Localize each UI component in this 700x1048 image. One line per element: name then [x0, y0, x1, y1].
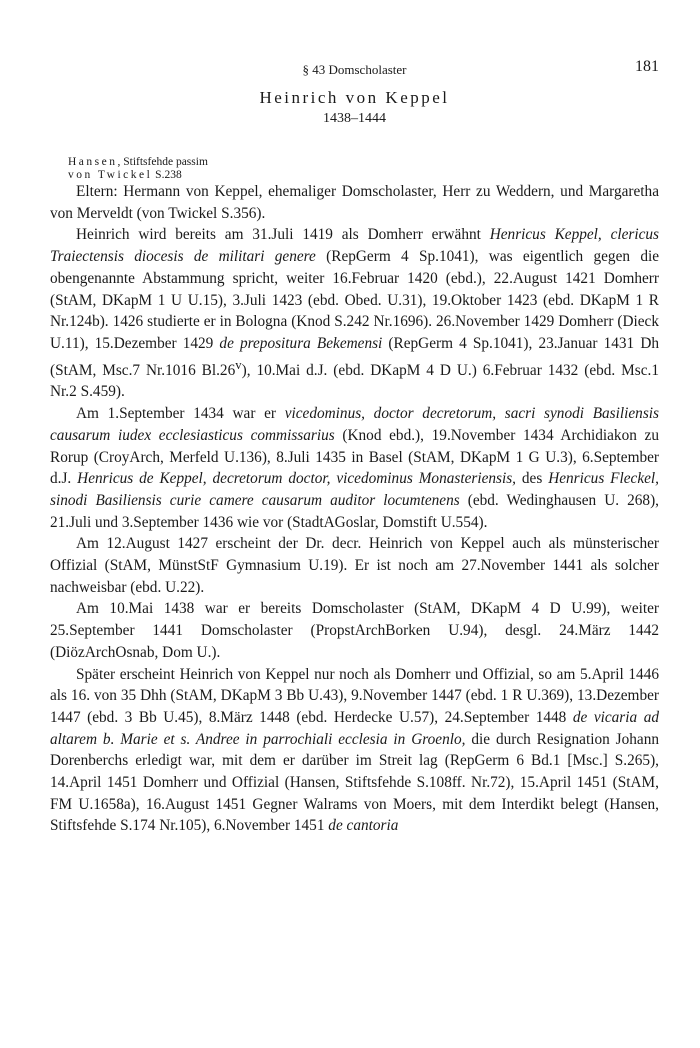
paragraph-later: Später erscheint Heinrich von Keppel nur noch als Domherr und Offizial, so am 5.April 1446 als 16. von 35 Dhh (StAM, DKapM 3 Bb U.43), 9.November 1447 (ebd. 1 R U.369), 13.Dezember 1447 (ebd. 3 Bb U.45), 8.März 1448 (ebd. Herdecke U.57), 24.September 1448 de vicaria ad altarem b. Marie et s. Andree in parrochiali ecclesia in Groenlo, die durch Resignation Johann Dorenberchs erledigt war, mit dem er darüber im Streit lag (RepGerm 6 Bd.1 [Msc.] S.265), 14.April 1451 Domherr und Offizial (Hansen, Stiftsfehde S.108ff. Nr.72), 15.April 1451 (StAM, FM U.1658a), 16.August 1451 Gegner Walrams von Moers, mit dem Interdikt belegt (Hansen, Stiftsfehde S.174 Nr.105), 6.November 1451 de cantoria: [50, 665, 659, 835]
section-heading: § 43 Domscholaster: [302, 62, 407, 77]
paragraph-official: Am 12.August 1427 erscheint der Dr. decr. Heinrich von Keppel auch als münsterischer Offizial (StAM, MünstStF Gymnasium U.19). Er ist noch am 27.November 1441 als solcher nachweisbar (ebd. U.22).: [50, 535, 659, 596]
paragraph-domscholaster: Am 10.Mai 1438 war er bereits Domscholaster (StAM, DKapM 4 D U.99), weiter 25.September 1441 Domscholaster (PropstArchBorken U.94), desgl. 24.März 1442 (DiözArchOsnab, Dom U.).: [50, 600, 659, 661]
reference-line: [68, 156, 659, 169]
paragraph-early-career: Heinrich wird bereits am 31.Juli 1419 als Domherr erwähnt Henricus Keppel, clericus Traiectensis diocesis de militari genere (RepGerm 4 Sp.1041), was eigentlich gegen die obengenannte Abstammung spricht, weiter 16.Februar 1420 (ebd.), 22.August 1421 Domherr (StAM, DKapM 1 U U.15), 3.Juli 1423 (ebd. Obed. U.31), 19.Oktober 1423 (ebd. DKapM 1 R Nr.124b). 1426 studierte er in Bologna (Knod S.242 Nr.1696). 26.November 1429 Domherr (Dieck U.11), 15.Dezember 1429 de prepositura Bekemensi (RepGerm 4 Sp.1041), 23.Januar 1431 Dh (StAM, Msc.7 Nr.1016 Bl.26$^v$), 10.Mai d.J. (ebd. DKapM 4 D U.) 6.Februar 1432 (ebd. Msc.1 Nr.2 S.459).: [50, 226, 660, 401]
reference-author: von Twickel: [68, 168, 153, 181]
entry-title: Heinrich von Keppel: [259, 88, 450, 107]
entry-years: 1438–1444: [323, 111, 386, 126]
paragraph-parents: Eltern: Hermann von Keppel, ehemaliger Domscholaster, Herr zu Weddern, und Margaretha von Merveldt (von Twickel S.356).: [50, 183, 659, 222]
reference-line: [68, 169, 659, 182]
paragraph-vicedominus: Am 1.September 1434 war er vicedominus, doctor decretorum, sacri synodi Basiliensis causarum iudex ecclesiasticus commissarius (Knod ebd.), 19.November 1434 Archidiakon zu Rorup (CroyArch, Merfeld U.136), 8.Juli 1435 in Basel (StAM, DKapM 1 G U.3), 6.September d.J. Henricus de Keppel, decretorum doctor, vicedominus Monasteriensis, des Henricus Fleckel, sinodi Basiliensis curie camere causarum auditor locumtenens (ebd. Wedinghausen U. 268), 21.Juli und 3.September 1436 wie vor (StadtAGoslar, Domstift U.554).: [50, 405, 660, 531]
reference-detail: S.238: [152, 168, 182, 181]
running-header: [50, 58, 659, 80]
references: [68, 156, 659, 181]
reference-author: Hansen: [68, 156, 118, 168]
page: [50, 58, 659, 837]
body-text: [50, 181, 659, 837]
reference-detail: , Stiftsfehde passim: [117, 156, 208, 168]
page-number: 181: [635, 58, 659, 75]
